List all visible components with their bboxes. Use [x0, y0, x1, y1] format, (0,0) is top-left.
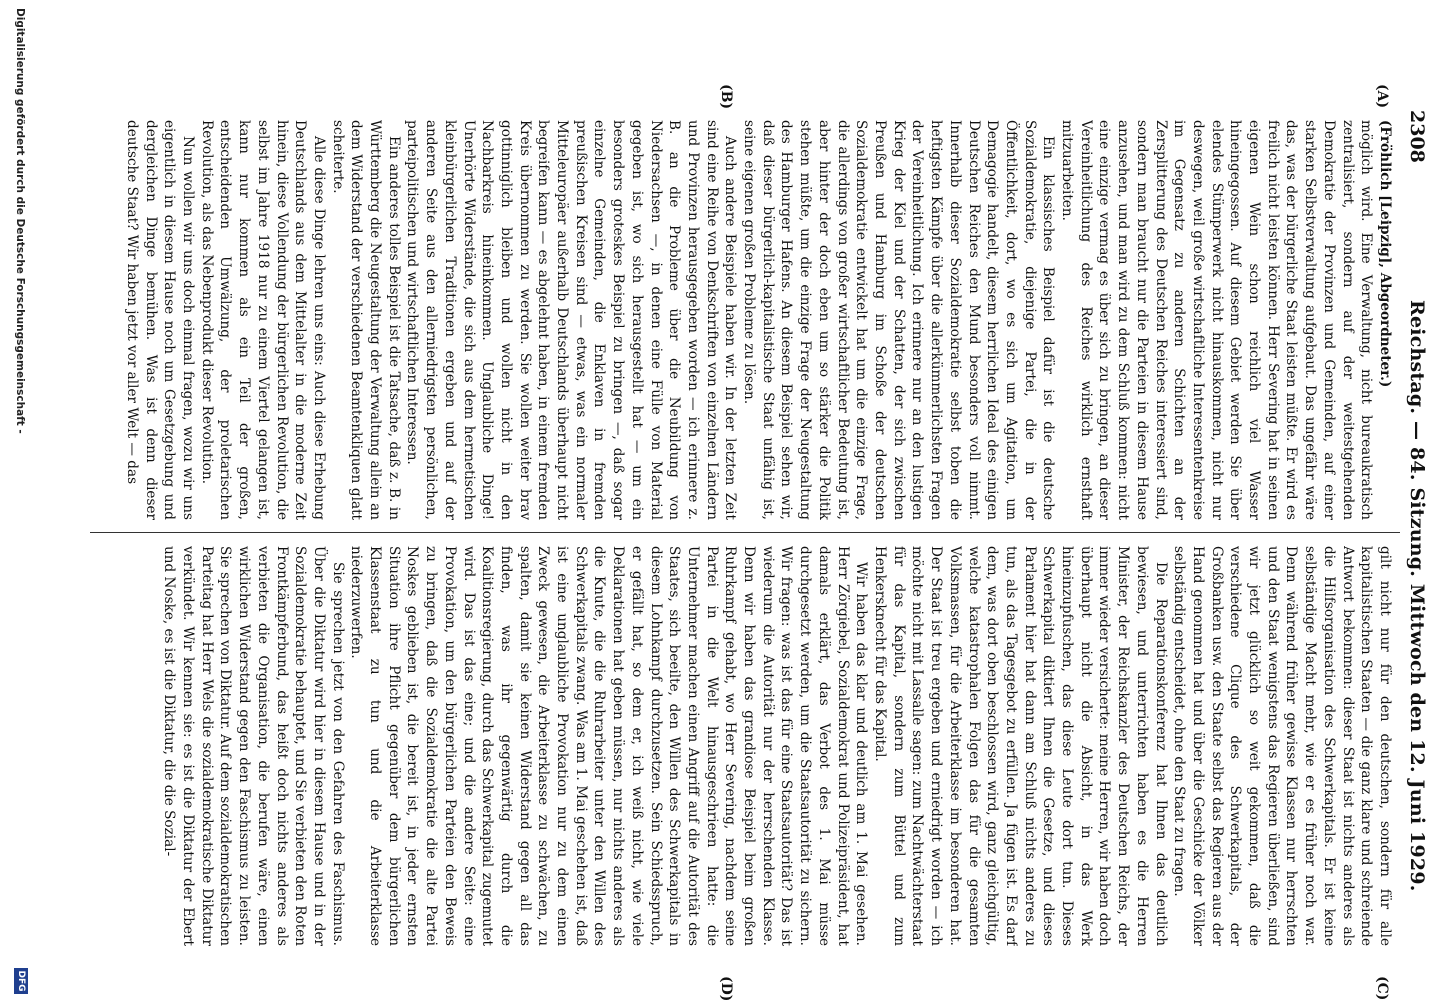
paragraph: gilt nicht nur für den deutschen, sondern für alle kapitalistischen Staaten — die ganz klare und schreiende Antwort bekommen: dieser Staat ist nichts anderes als die Hilfsorganisation des Schwerkapitals. Er ist keine selbständige Macht mehr, wie er es früher noch war. Denn während früher gewisse Klassen nur herrschten und den Staat wenigstens das Regieren überließen, sind wir jetzt glücklich so weit gekommen, daß die verschiedene Clique des Schwerkapitals, der Großbanken usw. den Staate selbst das Regieren aus der Hand genommen hat und über die Geschicke der Völker selbständig entscheidet, ohne den Staat zu fragen. — [1171, 546, 1393, 946]
digitization-footer — [4, 0, 34, 1000]
paragraph: Wir haben das klar und deutlich am 1. Mai gesehen. Herr Zörgiebel, Sozialdemokrat und Polizeipräsident, hat damals erklärt, das Verbot des 1. Mai müsse durchgesetzt werden, um die Staatsautorität zu sichern. Wir fragen: was ist das für eine Staatsautorität? Das ist wiederum die Autorität nur der herrschenden Klasse. Denn wir haben das grandiose Beispiel beim großen Ruhrkampf gehabt, wo Herr Severing, nachdem seine Partei in die Welt hinausgeschrieen hatte: die Unternehmer machen einen Angriff auf die Autorität des Staates, sich beeilte, den Willen des Schwerkapitals in diesem Lohnkampf durchzusetzen. Sein Schiedsspruch, er gefällt hat, so dem er, ich weiß nicht, wie viele Deklarationen hat geben müssen, nur nichts anderes als die Knute, die die Ruhrarbeiter unter den Willen des Schwerkapitals zwang. Was am 1. Mai geschehen ist, daß ist eine unglaubliche Provokation nur zu dem einen Zweck gewesen, die Arbeiterklasse zu schwächen, zu spalten, damit sie keinen Widerstand gegen all das finden, was ihr gegenwärtig durch die Koalitionsregierung, durch das Schwerkapital zugemutet wird. Das ist das eine; und die andere Seite: eine Provokation, um den bürgerlichen Parteien den Beweis zu bringen, daß die Sozialdemokratie die alte Partei Noskes geblieben ist, die bereit ist, in jeder ernsten Situation ihre Pflicht gegenüber dem bürgerlichen Klassenstaat zu tun und die Arbeiterklasse niederzuwerfen. — [348, 546, 870, 946]
right-column — [94, 546, 1394, 946]
column-divider — [90, 532, 1400, 533]
dfg-logo-icon: DFG — [14, 968, 28, 994]
speaker-name: (Fröhlich [Leipzig], Abgeordneter.) — [1377, 120, 1393, 388]
paragraph: Alle diese Dinge lehren uns eins: Auch diese Erhebung Deutschlands aus dem Mittelalter in die moderne Zeit hinein, diese Vollendung der bürgerlichen Revolution, die selbst im Jahre 1918 nur zu einem Viertel gelangen ist, kann nur kommen als ein Teil der großen, entscheidenden Umwälzung, der proletarischen Revolution, als das Nebenprodukt dieser Revolution. — [198, 120, 327, 520]
speaker-line — [1375, 120, 1394, 520]
page-header — [1394, 110, 1434, 970]
paragraph: Ein klassisches Beispiel dafür ist die deutsche Sozialdemokratie, diejenige Partei, die in der Öffentlichkeit, dort, wo es sich um Agitation, um Demagogie handelt, diesem herrlichen Ideal des einigen Deutschen Reiches den Mund besonders voll nimmt. Innerhalb dieser Sozialdemokratie selbst toben die heftigsten Kämpfe über die allerkümmerlichsten Fragen der Vereinheitlichung. Ich erinnere nur an den lustigen Krieg der Kiel und der Schatten, der sich zwischen Preußen und Hamburg im Schoße der deutschen Sozialdemokratie entwickelt hat um die einzige Frage, die allerdings von großer wirtschaftlicher Bedeutung ist, aber hinter der doch eben um so stärker die Politik stehen müßte, um die einzige Frage der Neugestaltung des Hamburger Hafens. An diesem Beispiel sehen wir, daß dieser bürgerlich-kapitalistische Staat unfähig ist, seine eigenen großen Probleme zu lösen. — [741, 120, 1057, 520]
margin-mark-c: (C) — [1374, 976, 1390, 1001]
footer-credit: Digitalisierung gefördert durch die Deutsche Forschungsgemeinschaft - — [14, 8, 26, 434]
paragraph: möglich wird. Eine Verwaltung, nicht bureaukratisch zentralisiert, sondern auf der weitestgehenden Demokratie der Provinzen und Gemeinden, auf einer starken Selbstverwaltung aufgebaut. Das ungefähr wäre das, was der bürgerliche Staat leisten müßte. Er wird es freilich nicht leisten können. Herr Severing hat in seinen eigenen Wein schon reichlich viel Wasser hineingegossen. Auf diesem Gebiet werden Sie über elendes Stümperwerk nicht hinauskommen, nicht nur deswegen, weil große wirtschaftliche Interessentenkreise im Gegensatz zu anderen Schichten an der Zersplitterung des Deutschen Reiches interessiert sind, sondern man braucht nur die Parteien in diesem Hause anzusehen, und man wird zu dem Schluß kommen: nicht eine einzige vermag es über sich zu bringen, an dieser Vereinheitlichung des Reiches wirklich ernsthaft mitzuarbeiten. — [1059, 120, 1375, 520]
paragraph: Sie sprechen jetzt von den Gefahren des Faschismus. Über die Diktatur wird hier in diesem Hause und in der Sozialdemokratie behauptet, und Sie verbieten den Roten Frontkämpferbund, das heißt doch nichts anderes als verbieten die Organisation, die berufen wäre, einen wirklichen Widerstand gegen den Faschismus zu leisten. Sie sprechen von Diktatur. Auf dem sozialdemokratischen Parteitag hat Herr Wels die sozialdemokratische Diktatur verkündet. Wir kennen sie: es ist die Diktatur der Ebert und Noske, es ist die Diktatur, die die Sozial- — [161, 546, 346, 946]
paragraph: Die Reparationskonferenz hat Ihnen das deutlich bewiesen, und unterrichten haben es die Herren Minister, der Reichskanzler des Deutschen Reichs, der immer wieder versicherte: meine Herren, wir haben doch überhaupt nicht die Absicht, in das Werk hineinzupfuschen, das diese Leute dort tun. Dieses Schwerkapital diktiert Ihnen die Gesetze, und dieses Parlament hier hat dann am Schluß nichts anderes zu tun, als das Tagesgebot zu erfüllen. Ja fügen ist. Es darf dem, was dort oben beschlossen wird, ganz gleichgültig, welche katastrophalen Folgen das für die gesamten Volksmassen, für die Arbeiterklasse im besonderen hat. Der Staat ist treu ergeben und erniedrigt worden — ich möchte nicht mit Lassalle sagen: zum Nachtwächterstaat für das Kapital, sondern zum Büttel und zum Henkersknecht für das Kapital. — [872, 546, 1169, 946]
page-number: 2308 — [1406, 110, 1428, 163]
left-column — [94, 120, 1394, 520]
paragraph: Nun wollen wir uns doch einmal fragen, wozu wir uns eigentlich in diesem Hause noch um Gesetzgebung und dergleichen Dinge bemühen. Was ist denn dieser deutsche Staat? Wir haben jetzt vor aller Welt — das — [123, 120, 196, 520]
margin-mark-d: (D) — [718, 976, 734, 1001]
paragraph: Ein anderes tolles Beispiel ist die Tatsache, daß z. B. in Württemberg die Neugestaltung der Verwaltung allein an dem Widerstand der verschiedenen Beamtenkliquen glatt scheiterte. — [329, 120, 402, 520]
running-head: Reichstag. — 84. Sitzung. Mittwoch den 12. Juni 1929. — [1406, 300, 1428, 892]
margin-mark-a: (A) — [1374, 84, 1390, 109]
paragraph: Auch andere Beispiele haben wir. In der letzten Zeit sind eine Reihe von Denkschriften von einzelnen Ländern und Provinzen herausgegeben worden — ich erinnere z. B. an die Probleme über die Neubildung von Niedersachsen —, in denen eine Fülle von Material gegeben ist, wo sich herausgestellt hat — um ein besonders groteskes Beispiel zu bringen —, daß sogar einzelne Gemeinden, die Enklaven in fremden preußischen Kreisen sind — etwas, was ein normaler Mitteleuropäer außerhalb Deutschlands überhaupt nicht begreifen kann — es abgelehnt haben, in einem fremden Kreis übernommen zu werden. Sie wollen weiter brav gottinniglich bleiben und wollen nicht in den Nachbarkreis hineinkommen. Unglaubliche Dinge! Unerhörte Widerstände, die sich aus dem hermetischen kleinbürgerlichen Traditionen ergeben und auf der anderen Seite aus den allerniedrigsten persönlichen, parteipolitischen und wirtschaftlichen Interessen. — [404, 120, 739, 520]
margin-mark-b: (B) — [718, 84, 734, 110]
